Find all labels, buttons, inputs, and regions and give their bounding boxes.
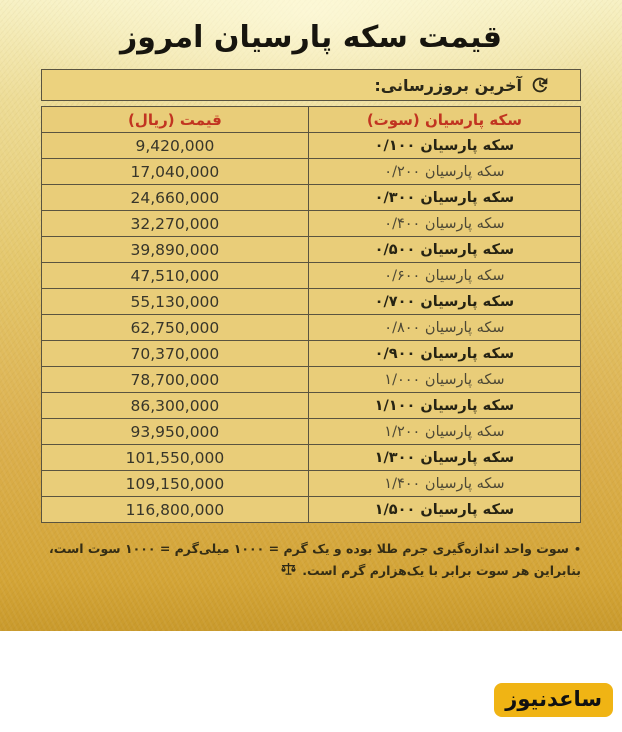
table-row [42,289,581,315]
page-title: قیمت سکه پارسیان امروز [119,20,503,55]
refresh-clock-icon [529,74,551,96]
price-cell: 116,800,000 [42,497,309,523]
price-cell: 9,420,000 [42,133,309,159]
table-row [42,159,581,185]
table-row [42,419,581,445]
price-cell: 47,510,000 [42,263,309,289]
price-cell: 24,660,000 [42,185,309,211]
table-row [42,237,581,263]
table-row [42,315,581,341]
price-column-header: قیمت (ریال) [42,107,309,133]
saednews-logo: ساعدنیوز [494,683,613,717]
last-update-bar [41,69,581,101]
coin-name-cell: سکه پارسیان ۱/۲۰۰ [308,419,580,445]
table-body [42,133,581,523]
coin-name-cell: سکه پارسیان ۱/۴۰۰ [308,471,580,497]
price-cell: 109,150,000 [42,471,309,497]
coin-name-cell: سکه پارسیان ۰/۵۰۰ [308,237,580,263]
table-row [42,393,581,419]
bottom-white-strip [0,631,622,732]
table-row [42,445,581,471]
coin-name-cell: سکه پارسیان ۰/۷۰۰ [308,289,580,315]
table-row [42,263,581,289]
coin-name-cell: سکه پارسیان ۰/۳۰۰ [308,185,580,211]
coin-name-cell: سکه پارسیان ۱/۳۰۰ [308,445,580,471]
table-row [42,185,581,211]
price-table [41,106,581,523]
coin-name-cell: سکه پارسیان ۱/۱۰۰ [308,393,580,419]
footnote [41,538,581,581]
coin-name-cell: سکه پارسیان ۰/۴۰۰ [308,211,580,237]
last-update-label: آخرین بروزرسانی: [374,76,522,95]
coin-column-header: سکه پارسیان (سوت) [308,107,580,133]
footnote-text-2: بنابراین هر سوت برابر با یک‌هزارم گرم است. [302,563,581,578]
coin-name-cell: سکه پارسیان ۰/۲۰۰ [308,159,580,185]
price-cell: 32,270,000 [42,211,309,237]
price-cell: 93,950,000 [42,419,309,445]
table-header-row [42,107,581,133]
price-cell: 62,750,000 [42,315,309,341]
table-row [42,367,581,393]
balance-scale-icon [280,563,302,578]
coin-name-cell: سکه پارسیان ۰/۶۰۰ [308,263,580,289]
price-cell: 39,890,000 [42,237,309,263]
coin-name-cell: سکه پارسیان ۰/۱۰۰ [308,133,580,159]
price-cell: 70,370,000 [42,341,309,367]
price-cell: 17,040,000 [42,159,309,185]
coin-name-cell: سکه پارسیان ۱/۰۰۰ [308,367,580,393]
price-cell: 86,300,000 [42,393,309,419]
coin-name-cell: سکه پارسیان ۰/۸۰۰ [308,315,580,341]
price-cell: 78,700,000 [42,367,309,393]
coin-name-cell: سکه پارسیان ۱/۵۰۰ [308,497,580,523]
footnote-line-2 [41,560,581,581]
footnote-text-1: سوت واحد اندازه‌گیری جرم طلا بوده و یک گرم = ۱۰۰۰ میلی‌گرم = ۱۰۰۰ سوت است، [48,541,569,556]
table-row [42,471,581,497]
price-cell: 55,130,000 [42,289,309,315]
footnote-line-1 [41,538,581,560]
bullet-icon: • [573,543,581,556]
price-cell: 101,550,000 [42,445,309,471]
coin-name-cell: سکه پارسیان ۰/۹۰۰ [308,341,580,367]
table-row [42,341,581,367]
table-row [42,497,581,523]
table-row [42,133,581,159]
table-row [42,211,581,237]
